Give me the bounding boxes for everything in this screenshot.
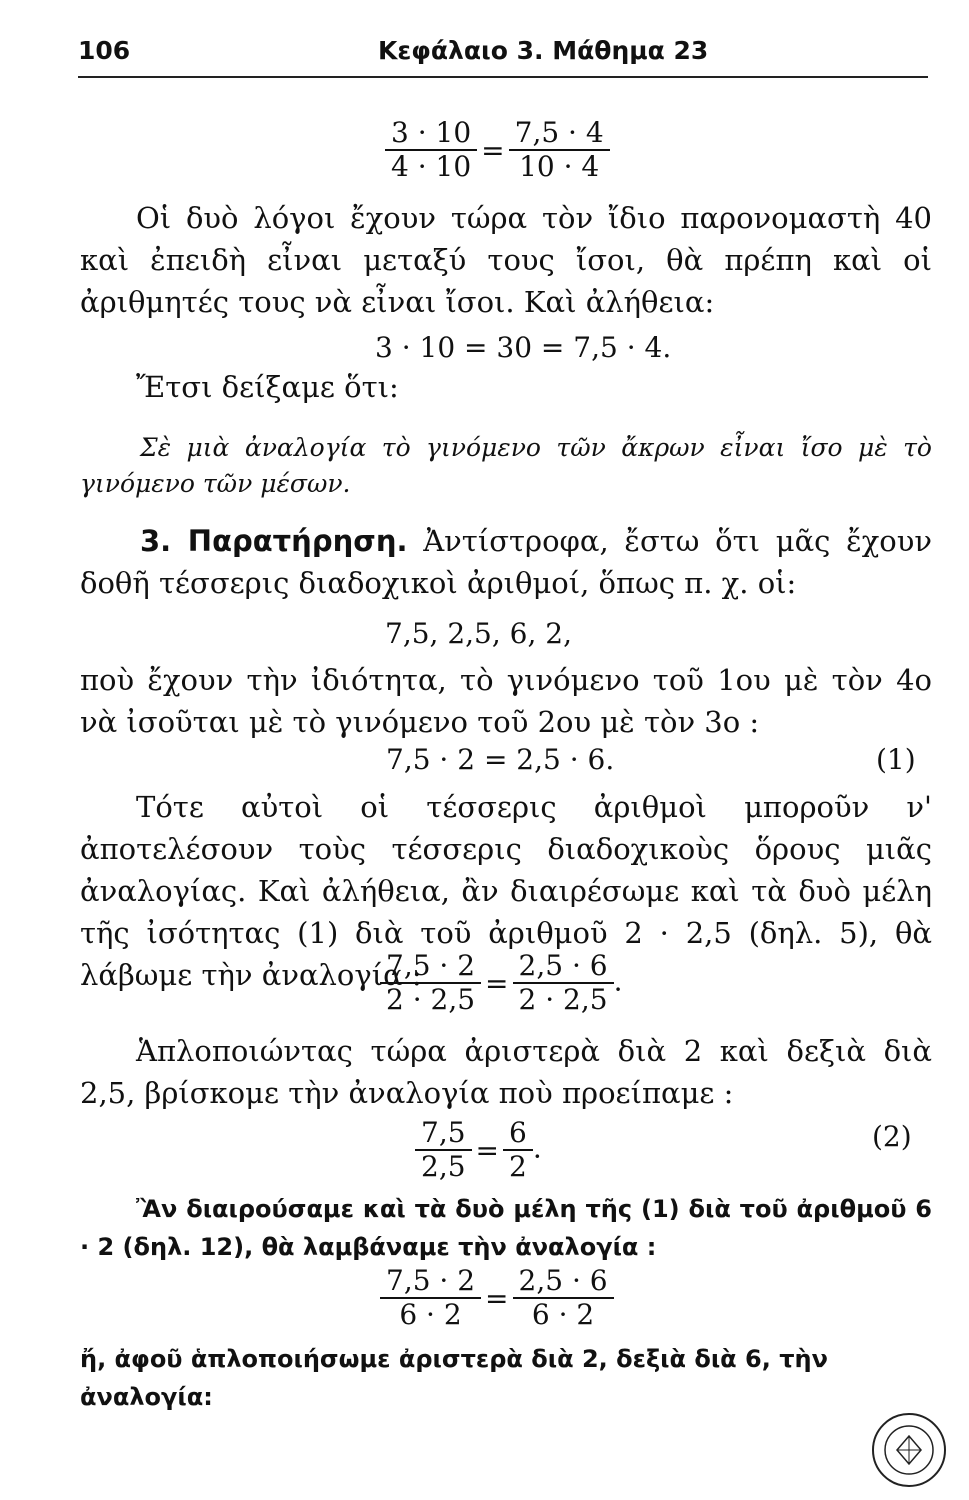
equation-2: 3 · 10 = 30 = 7,5 · 4. — [375, 331, 672, 364]
equation-fraction-6: $\frac{7,5 \cdot 2}{6 \cdot 2}$ = $\frac{2,5 \cdot 6}{6 \cdot 2}$ — [380, 1265, 614, 1331]
paragraph-2: Ἔτσι δείξαμε ὅτι: — [136, 370, 399, 404]
equation-number-1: (1) — [876, 743, 916, 776]
rule-statement: Σὲ μιὰ ἀναλογία τὸ γινόμενο τῶν ἄκρων εἶναι ἴσο μὲ τὸ γινόμενο τῶν μέσων. — [80, 433, 932, 498]
remark-heading: 3. Παρατήρηση. — [140, 524, 408, 558]
equation-fraction-5: $\frac{7,5}{2,5}$ = $\frac{6}{2}$ . — [415, 1117, 542, 1183]
paragraph-7: ἤ, ἀφοῦ ἁπλοποιήσωμε ἀριστερὰ διὰ 2, δεξιὰ διὰ 6, τὴν ἀναλογία: — [80, 1345, 828, 1411]
equation-fraction-1: $\frac{3 \cdot 10}{4 \cdot 10}$ = $\frac{7,5 \cdot 4}{10 \cdot 4}$ — [385, 117, 610, 183]
equation-fraction-4: $\frac{7,5 \cdot 2}{2 \cdot 2,5}$ = $\frac{2,5 \cdot 6}{2 \cdot 2,5}$ . — [380, 950, 622, 1016]
page-number: 106 — [78, 36, 131, 65]
remark-text: Ἀντίστροφα, ἔστω ὅτι μᾶς ἔχουν δοθῆ τέσσερις διαδοχικοὶ ἀριθμοί, ὅπως π. χ. οἱ: — [80, 524, 933, 600]
paragraph-5: Ἁπλοποιώντας τώρα ἀριστερὰ διὰ 2 καὶ δεξιὰ διὰ 2,5, βρίσκομε τὴν ἀναλογία ποὺ προείπαμε : — [80, 1034, 932, 1110]
chapter-title: Κεφάλαιο 3. Μάθημα 23 — [378, 36, 709, 65]
page-header — [78, 36, 928, 78]
number-list: 7,5, 2,5, 6, 2, — [385, 617, 572, 650]
foundation-seal-icon — [869, 1410, 949, 1490]
paragraph-6: Ἂν διαιρούσαμε καὶ τὰ δυὸ μέλη τῆς (1) διὰ τοῦ ἀριθμοῦ 6 · 2 (δηλ. 12), θὰ λαμβάναμε τὴν ἀναλογία : — [80, 1195, 932, 1261]
equation-number-2: (2) — [872, 1120, 912, 1153]
paragraph-1: Οἱ δυὸ λόγοι ἔχουν τώρα τὸν ἴδιο παρονομαστὴ 40 καὶ ἐπειδὴ εἶναι μεταξύ τους ἴσοι, θὰ πρέπη καὶ οἱ ἀριθμητές τους νὰ εἶναι ἴσοι. Καὶ ἀλήθεια: — [80, 201, 932, 319]
paragraph-3: ποὺ ἔχουν τὴν ἰδιότητα, τὸ γινόμενο τοῦ 1ου μὲ τὸν 4ο νὰ ἰσοῦται μὲ τὸ γινόμενο τοῦ 2ου μὲ τὸν 3ο : — [80, 663, 932, 739]
equation-3: 7,5 · 2 = 2,5 · 6. — [386, 743, 615, 776]
paragraph-4: Τότε αὐτοὶ οἱ τέσσερις ἀριθμοὶ μποροῦν ν' ἀποτελέσουν τοὺς τέσσερις διαδοχικοὺς ὅρους μιᾶς ἀναλογίας. Καὶ ἀλήθεια, ἂν διαιρέσωμε καὶ τὰ δυὸ μέλη τῆς ἰσότητας (1) διὰ τοῦ ἀριθμοῦ 2 · 2,5 (δηλ. 5), θὰ λάβωμε τὴν ἀναλογία : — [80, 790, 932, 992]
remark-paragraph — [80, 520, 932, 604]
